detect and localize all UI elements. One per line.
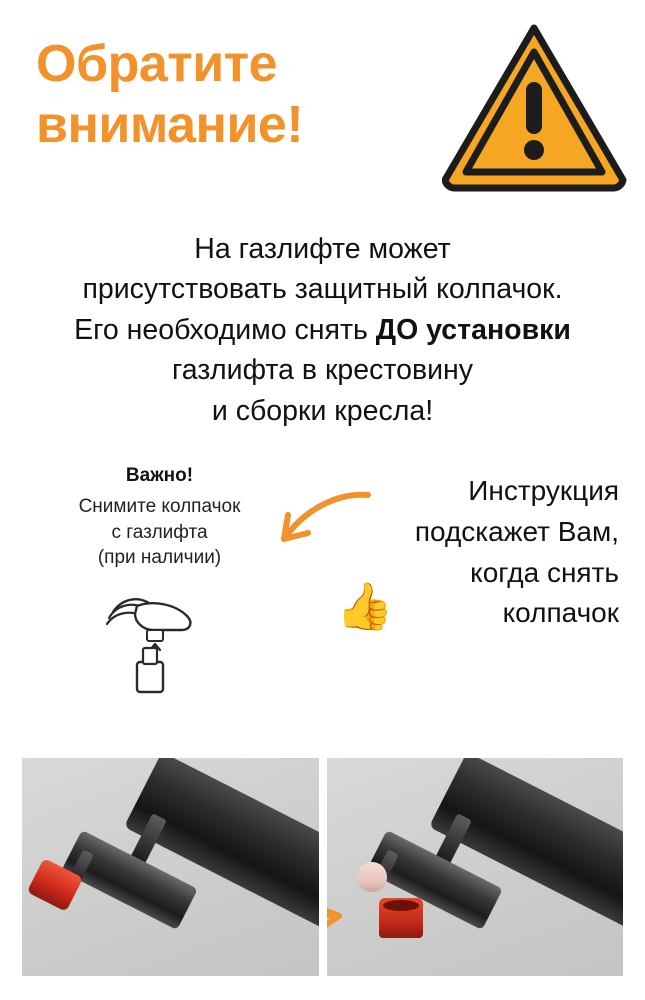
intro-line-5: и сборки кресла! [211,394,434,427]
instruction-line-1: Инструкция [468,475,619,507]
intro-paragraph [0,229,645,431]
intro-line-3 [14,310,631,350]
intro-line-4: газлифта в крестовину [171,354,474,387]
removed-red-cap [379,898,423,938]
thumbs-up-emoji: 👍 [336,580,394,633]
important-note-title: Важно! [125,465,194,487]
exposed-rod-tip [357,862,387,892]
gas-lift-cap-removed-photo [327,758,624,976]
important-note-text [52,494,267,570]
page-title-line-1: Обратите [36,35,278,93]
important-note [52,465,267,698]
instruction-line-4: колпачок [502,597,619,629]
important-note-line-1: Снимите колпачок [78,496,241,518]
photo-transition-arrow-icon [327,904,357,948]
hand-removing-cap-illustration [95,578,225,698]
important-note-line-2: с газлифта [111,521,208,543]
header [0,0,645,215]
warning-triangle-exclamation-icon [442,22,627,192]
important-note-line-3: (при наличии) [97,546,222,568]
photo-strip [22,758,623,976]
intro-line-3-emphasis: ДО установки [375,313,571,346]
intro-line-3-text: Его необходимо снять [74,313,376,346]
page-title [36,34,456,157]
gas-lift-with-red-cap-photo [22,758,319,976]
page-title-line-2: внимание! [36,96,304,155]
intro-line-2: присутствовать защитный колпачок. [82,273,563,306]
instruction-line-3: когда снять [470,556,619,588]
middle-section [0,465,645,730]
instruction-line-2: подскажет Вам, [414,515,619,547]
intro-line-1: На газлифте может [194,233,451,265]
